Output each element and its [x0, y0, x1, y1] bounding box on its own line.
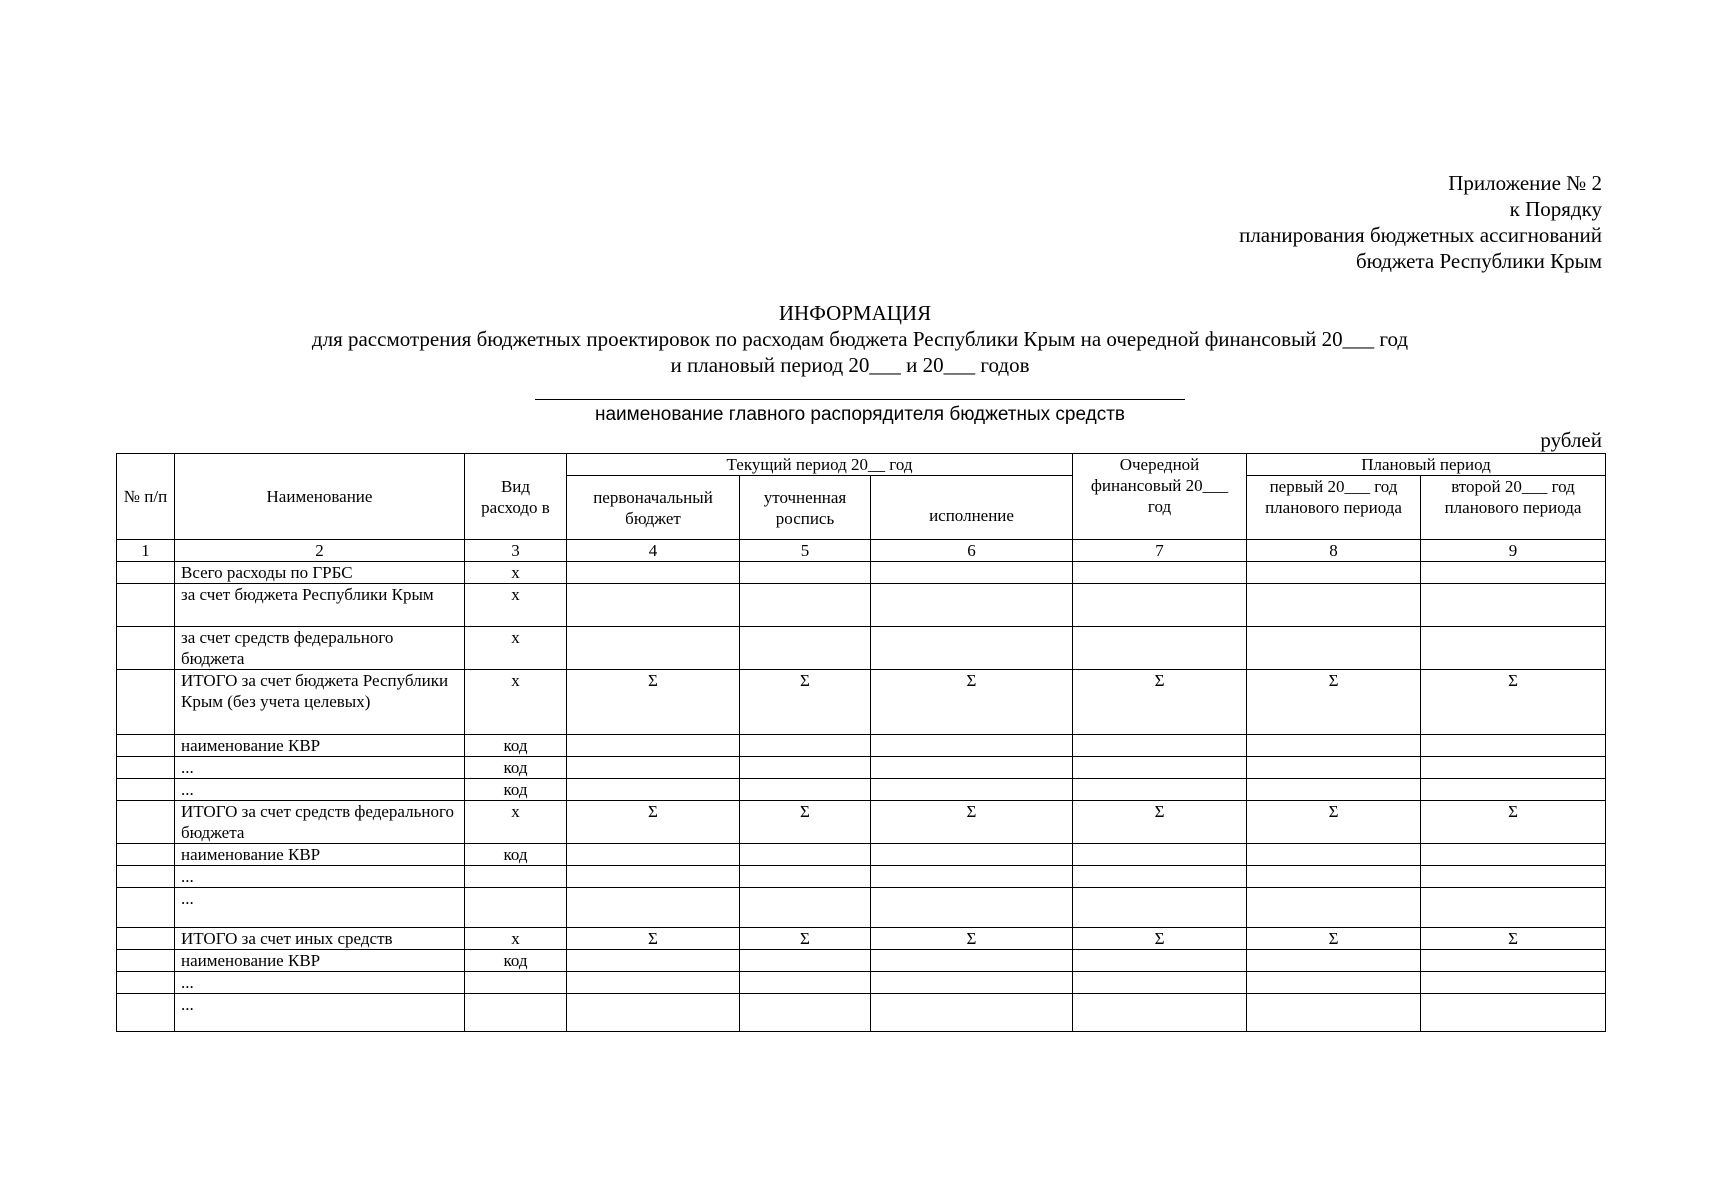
cell-vid: х: [465, 928, 567, 950]
cell-value: [1073, 844, 1247, 866]
cell-num: [117, 584, 175, 627]
col-number: 3: [465, 540, 567, 562]
table-row: [117, 584, 1606, 627]
cell-value: [740, 584, 871, 627]
grbs-caption: наименование главного распорядителя бюджетных средств: [594, 404, 1126, 425]
document-title: [0, 300, 1710, 378]
table-row: [117, 844, 1606, 866]
cell-value: [1421, 779, 1606, 801]
cell-value: [567, 844, 740, 866]
cell-vid: [465, 994, 567, 1032]
cell-vid: [465, 866, 567, 888]
cell-value: [567, 562, 740, 584]
cell-value: Σ: [567, 670, 740, 735]
cell-value: Σ: [1073, 928, 1247, 950]
cell-value: [1421, 994, 1606, 1032]
cell-value: [1073, 888, 1247, 928]
appendix-line-3: планирования бюджетных ассигнований: [1239, 223, 1602, 247]
column-number-row: [117, 540, 1606, 562]
cell-value: [740, 972, 871, 994]
cell-value: Σ: [567, 801, 740, 844]
title-heading: ИНФОРМАЦИЯ: [778, 301, 932, 325]
table-row: [117, 994, 1606, 1032]
cell-value: [1073, 866, 1247, 888]
cell-num: [117, 627, 175, 670]
cell-vid: код: [465, 779, 567, 801]
cell-name: ...: [175, 779, 465, 801]
cell-value: [1247, 779, 1421, 801]
cell-value: [1421, 844, 1606, 866]
cell-value: [871, 627, 1073, 670]
col-number: 1: [117, 540, 175, 562]
cell-value: [1247, 866, 1421, 888]
cell-value: [871, 866, 1073, 888]
cell-value: [1421, 866, 1606, 888]
currency-unit: рублей: [1540, 428, 1602, 452]
header-name: Наименование: [175, 454, 465, 540]
cell-value: [567, 757, 740, 779]
table-body: [117, 540, 1606, 1032]
col-number: 8: [1247, 540, 1421, 562]
cell-value: [567, 994, 740, 1032]
header-first-year: первый 20___ год планового периода: [1247, 476, 1421, 540]
cell-vid: [465, 972, 567, 994]
cell-name: ИТОГО за счет бюджета Республики Крым (без учета целевых): [175, 670, 465, 735]
cell-value: Σ: [1421, 801, 1606, 844]
header-next-year: Очередной финансовый 20___ год: [1073, 454, 1247, 540]
cell-value: [1421, 584, 1606, 627]
cell-value: [740, 844, 871, 866]
table-row: [117, 928, 1606, 950]
cell-name: ИТОГО за счет иных средств: [175, 928, 465, 950]
appendix-line-4: бюджета Республики Крым: [1355, 249, 1602, 273]
cell-value: [1421, 627, 1606, 670]
cell-name: ...: [175, 757, 465, 779]
header-vid: Вид расходо в: [465, 454, 567, 540]
cell-value: [567, 627, 740, 670]
cell-name: ...: [175, 888, 465, 928]
col-number: 9: [1421, 540, 1606, 562]
cell-value: [740, 779, 871, 801]
cell-num: [117, 888, 175, 928]
cell-value: [1247, 994, 1421, 1032]
header-execution: исполнение: [871, 476, 1073, 540]
col-number: 2: [175, 540, 465, 562]
header-refined-list: уточненная роспись: [740, 476, 871, 540]
cell-num: [117, 972, 175, 994]
cell-value: [1073, 779, 1247, 801]
cell-name: наименование КВР: [175, 950, 465, 972]
cell-vid: х: [465, 670, 567, 735]
cell-num: [117, 801, 175, 844]
cell-value: Σ: [740, 928, 871, 950]
cell-num: [117, 562, 175, 584]
cell-value: [1247, 735, 1421, 757]
cell-num: [117, 779, 175, 801]
cell-value: [1247, 950, 1421, 972]
cell-value: [1073, 972, 1247, 994]
cell-name: ...: [175, 994, 465, 1032]
cell-num: [117, 994, 175, 1032]
header-row-1: [117, 454, 1606, 476]
cell-value: [1247, 757, 1421, 779]
cell-value: [1421, 735, 1606, 757]
cell-vid: х: [465, 627, 567, 670]
table-row: [117, 735, 1606, 757]
cell-value: [1073, 735, 1247, 757]
table-row: [117, 779, 1606, 801]
appendix-line-1: Приложение № 2: [1448, 171, 1602, 195]
cell-value: [1421, 972, 1606, 994]
cell-value: Σ: [1247, 801, 1421, 844]
cell-value: Σ: [871, 928, 1073, 950]
title-line-3: и плановый период 20___ и 20___ годов: [670, 353, 1030, 377]
cell-value: [871, 888, 1073, 928]
cell-value: [1073, 950, 1247, 972]
cell-value: Σ: [871, 670, 1073, 735]
cell-value: [740, 866, 871, 888]
cell-num: [117, 757, 175, 779]
cell-value: [871, 779, 1073, 801]
cell-value: [740, 735, 871, 757]
cell-value: [1073, 627, 1247, 670]
cell-name: ...: [175, 866, 465, 888]
col-number: 6: [871, 540, 1073, 562]
appendix-note: [1239, 170, 1602, 274]
cell-value: [1247, 584, 1421, 627]
col-number: 5: [740, 540, 871, 562]
cell-num: [117, 735, 175, 757]
cell-value: [1073, 562, 1247, 584]
table-row: [117, 972, 1606, 994]
cell-value: Σ: [1421, 928, 1606, 950]
cell-vid: код: [465, 757, 567, 779]
cell-vid: код: [465, 950, 567, 972]
table-row: [117, 888, 1606, 928]
table-row: [117, 866, 1606, 888]
cell-num: [117, 670, 175, 735]
cell-name: ИТОГО за счет средств федерального бюджета: [175, 801, 465, 844]
cell-value: [1073, 994, 1247, 1032]
cell-value: Σ: [740, 670, 871, 735]
header-planning-period: Плановый период: [1247, 454, 1606, 476]
appendix-line-2: к Порядку: [1509, 197, 1602, 221]
cell-value: [567, 735, 740, 757]
header-current-period: Текущий период 20__ год: [567, 454, 1073, 476]
table-row: [117, 670, 1606, 735]
cell-value: [1421, 950, 1606, 972]
header-second-year: второй 20___ год планового периода: [1421, 476, 1606, 540]
cell-num: [117, 844, 175, 866]
cell-value: [871, 994, 1073, 1032]
cell-value: [1247, 972, 1421, 994]
cell-vid: код: [465, 844, 567, 866]
cell-value: [871, 950, 1073, 972]
cell-value: [1073, 584, 1247, 627]
cell-num: [117, 866, 175, 888]
table-row: [117, 562, 1606, 584]
cell-value: [567, 866, 740, 888]
table-row: [117, 757, 1606, 779]
cell-value: [740, 994, 871, 1032]
cell-value: [871, 844, 1073, 866]
grbs-fill-line: [535, 399, 1185, 400]
table-row: [117, 950, 1606, 972]
cell-value: [567, 779, 740, 801]
cell-value: [1421, 888, 1606, 928]
cell-value: Σ: [1073, 670, 1247, 735]
budget-table: [116, 453, 1606, 1032]
cell-value: [871, 735, 1073, 757]
cell-value: [567, 972, 740, 994]
cell-value: [567, 584, 740, 627]
cell-value: [567, 888, 740, 928]
cell-value: [871, 584, 1073, 627]
cell-name: наименование КВР: [175, 735, 465, 757]
cell-value: [1421, 757, 1606, 779]
col-number: 4: [567, 540, 740, 562]
cell-vid: [465, 888, 567, 928]
cell-value: [1247, 844, 1421, 866]
cell-vid: код: [465, 735, 567, 757]
cell-value: Σ: [1247, 928, 1421, 950]
cell-value: [740, 627, 871, 670]
cell-value: [567, 950, 740, 972]
cell-name: за счет бюджета Республики Крым: [175, 584, 465, 627]
cell-value: [1073, 757, 1247, 779]
cell-vid: х: [465, 562, 567, 584]
title-line-2: для рассмотрения бюджетных проектировок по расходам бюджета Республики Крым на очередной финансовый 20___ год: [311, 327, 1409, 351]
cell-num: [117, 928, 175, 950]
table-row: [117, 801, 1606, 844]
cell-name: Всего расходы по ГРБС: [175, 562, 465, 584]
cell-value: Σ: [1073, 801, 1247, 844]
cell-num: [117, 950, 175, 972]
cell-value: [740, 888, 871, 928]
cell-value: [1247, 888, 1421, 928]
cell-value: [1247, 562, 1421, 584]
cell-value: [871, 972, 1073, 994]
cell-name: за счет средств федерального бюджета: [175, 627, 465, 670]
cell-value: [740, 562, 871, 584]
cell-value: Σ: [567, 928, 740, 950]
header-initial-budget: первоначальный бюджет: [567, 476, 740, 540]
cell-value: [740, 757, 871, 779]
cell-value: Σ: [740, 801, 871, 844]
table-row: [117, 627, 1606, 670]
cell-value: [871, 757, 1073, 779]
cell-value: [1247, 627, 1421, 670]
cell-value: [871, 562, 1073, 584]
cell-value: [740, 950, 871, 972]
cell-name: ...: [175, 972, 465, 994]
cell-value: [1421, 562, 1606, 584]
cell-value: Σ: [871, 801, 1073, 844]
header-num: № п/п: [117, 454, 175, 540]
cell-value: Σ: [1421, 670, 1606, 735]
cell-vid: х: [465, 584, 567, 627]
cell-value: Σ: [1247, 670, 1421, 735]
cell-vid: х: [465, 801, 567, 844]
cell-name: наименование КВР: [175, 844, 465, 866]
col-number: 7: [1073, 540, 1247, 562]
